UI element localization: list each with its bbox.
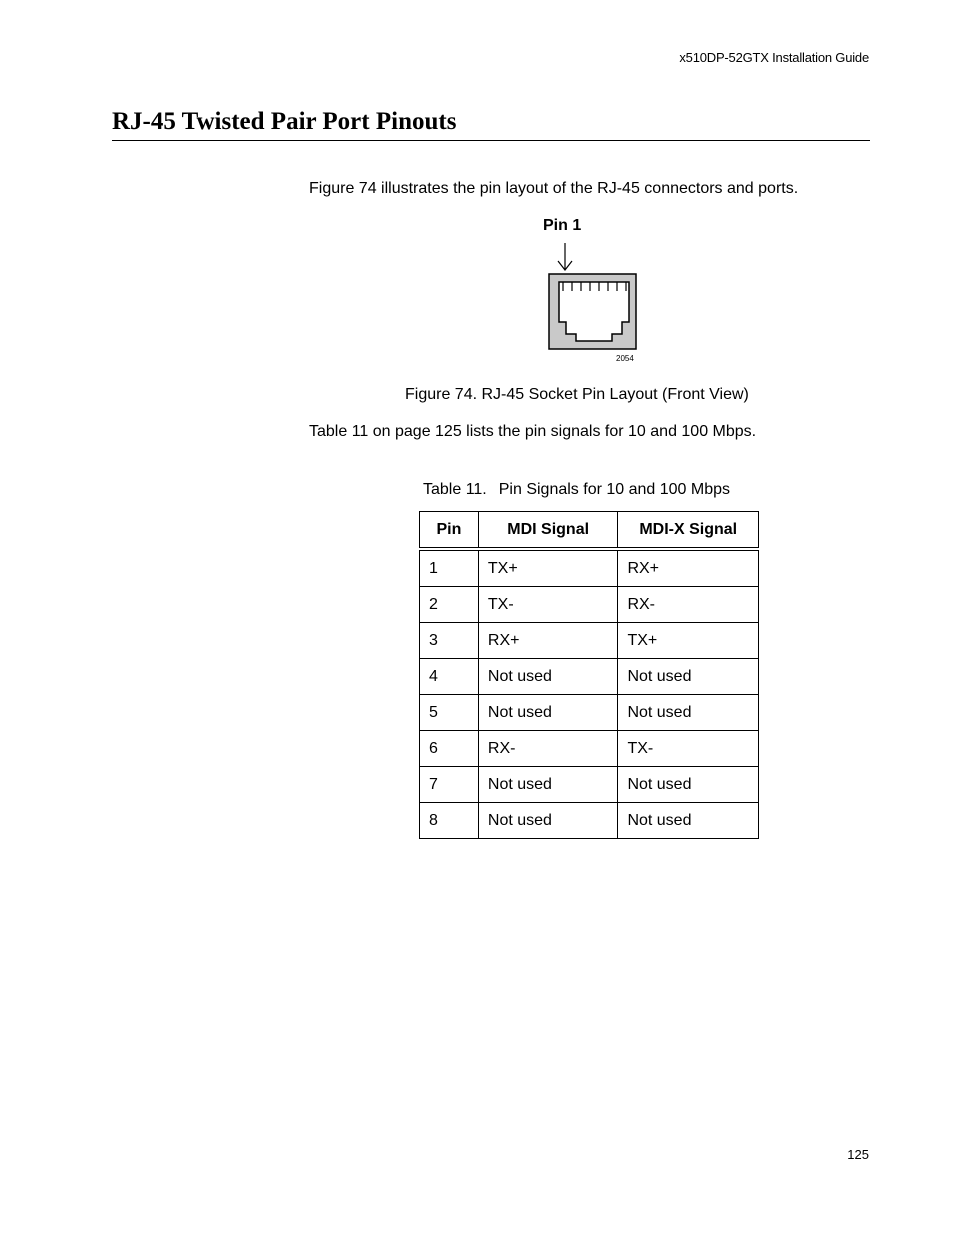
cell-mdix: RX+ [618,549,759,587]
table-caption-number: Table 11. [423,481,487,498]
header-mdix-signal: MDI-X Signal [618,512,759,550]
cell-mdix: RX- [618,587,759,623]
cell-pin: 3 [420,623,479,659]
cell-mdi: Not used [478,803,618,839]
page-number: 125 [847,1147,869,1162]
header-mdi-signal: MDI Signal [478,512,618,550]
figure-id: 2054 [616,354,634,363]
cell-pin: 1 [420,549,479,587]
table-reference-paragraph: Table 11 on page 125 lists the pin signals for 10 and 100 Mbps. [309,423,757,440]
table-header-row [420,512,759,550]
cell-mdi: RX- [478,731,618,767]
page-title: RJ-45 Twisted Pair Port Pinouts [112,108,457,135]
cell-mdix: Not used [618,803,759,839]
cell-mdi: TX+ [478,549,618,587]
cell-pin: 2 [420,587,479,623]
cell-mdix: Not used [618,659,759,695]
cell-mdi: TX- [478,587,618,623]
table-caption [423,481,730,499]
cell-mdi: RX+ [478,623,618,659]
cell-pin: 4 [420,659,479,695]
pin-signal-table [419,511,759,839]
table-row [420,623,759,659]
table-row [420,803,759,839]
intro-paragraph: Figure 74 illustrates the pin layout of the RJ-45 connectors and ports. [309,180,799,197]
pin1-label: Pin 1 [543,217,582,234]
table-row [420,587,759,623]
rj45-figure [540,215,650,370]
cell-mdi: Not used [478,695,618,731]
cell-pin: 6 [420,731,479,767]
cell-mdix: Not used [618,767,759,803]
cell-mdix: Not used [618,695,759,731]
table-caption-title: Pin Signals for 10 and 100 Mbps [498,481,731,498]
cell-mdix: TX+ [618,623,759,659]
socket-cavity [559,282,629,341]
table-row [420,767,759,803]
table-row [420,731,759,767]
title-divider [112,140,870,141]
cell-pin: 7 [420,767,479,803]
cell-mdi: Not used [478,767,618,803]
cell-pin: 8 [420,803,479,839]
cell-mdix: TX- [618,731,759,767]
table-row [420,659,759,695]
cell-mdi: Not used [478,659,618,695]
running-header: x510DP-52GTX Installation Guide [679,50,869,65]
rj45-socket-icon [540,215,650,370]
header-pin: Pin [420,512,479,550]
table-row [420,695,759,731]
cell-pin: 5 [420,695,479,731]
figure-caption: Figure 74. RJ-45 Socket Pin Layout (Front View) [405,386,749,403]
table-row [420,549,759,587]
